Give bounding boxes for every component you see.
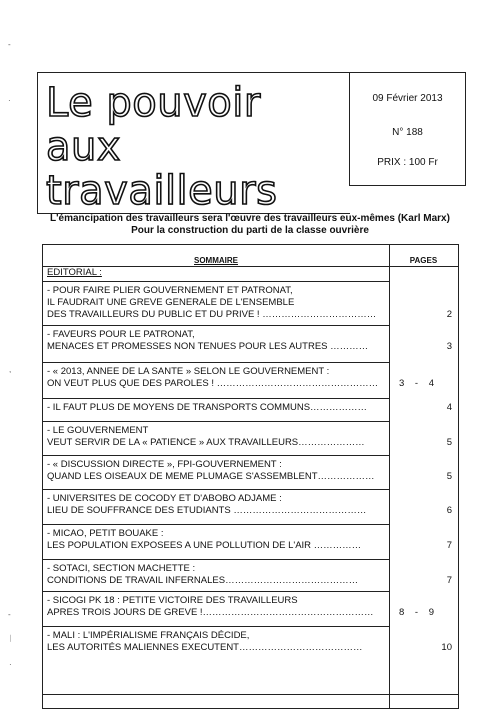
entry-title-line: - SOTACI, SECTION MACHETTE : [47,563,196,574]
entry-title-line: LES POPULATION EXPOSEES A UNE POLLUTION DE L'AIR …………… [47,540,362,551]
summary-heading: SOMMAIRE [194,256,238,265]
entry-rule [43,455,389,456]
toc-entry[interactable] [43,285,458,321]
toc-entry[interactable] [43,425,458,449]
pages-heading: PAGES [409,256,438,265]
entry-rule [43,325,389,326]
entry-page: 7 [446,540,452,551]
title-line-3: travailleurs [46,168,278,214]
entry-title-line: - « DISCUSSION DIRECTE », FPI-GOUVERNEMENT : [47,459,282,470]
page-to: 9 [428,607,435,618]
entry-title-line: - MALI : L'IMPÉRIALISME FRANÇAIS DÉCIDE, [47,630,250,641]
entry-title-line: CONDITIONS DE TRAVAIL INFERNALES…………………………………… [47,575,359,586]
page-from: 8 [399,607,405,618]
entry-page: 7 [446,575,452,586]
table-of-contents [42,244,459,709]
bottom-rule [43,694,458,695]
entry-title-line: VEUT SERVIR DE LA « PATIENCE » AUX TRAVAILLEURS………………… [47,437,365,448]
entry-page: 5 [446,471,452,482]
toc-entry[interactable] [43,402,458,414]
entry-title-line: - LE GOUVERNEMENT [47,425,149,436]
toc-entry[interactable] [43,563,458,587]
entry-rule [43,524,389,525]
toc-entry[interactable] [43,329,458,353]
entry-title-line: APRES TROIS JOURS DE GREVE !……………………………………………… [47,607,374,618]
header-rule [43,266,458,267]
entry-page: 3 [446,341,452,352]
issue-number: N° 188 [392,127,423,138]
tagline-mission: Pour la construction du parti de la classe ouvrière [131,225,369,236]
masthead [37,72,350,214]
issue-price: PRIX : 100 Fr [377,157,438,168]
entry-page: 5 [446,437,452,448]
title-line-1: Le pouvoir [46,80,261,126]
entry-title-line: IL FAUDRAIT UNE GREVE GENERALE DE L'ENSEMBLE [47,297,295,308]
entry-rule [43,626,389,627]
entry-title-line: LES AUTORITÉS MALIENNES EXECUTENT………………………………… [47,642,363,653]
entry-rule [43,489,389,490]
issue-info-box [349,72,466,186]
entry-page: 6 [446,505,452,516]
toc-entry[interactable] [43,366,458,390]
entry-title-line: MENACES ET PROMESSES NON TENUES POUR LES AUTRES ………… [47,341,369,352]
toc-entry[interactable] [43,595,458,619]
entry-title-line: - MICAO, PETIT BOUAKE : [47,528,164,539]
issue-date: 09 Février 2013 [372,93,443,104]
entry-title-line: LIEU DE SOUFFRANCE DES ETUDIANTS …………………………………… [47,505,367,516]
toc-entry[interactable] [43,459,458,483]
entry-title-line: - UNIVERSITES DE COCODY ET D'ABOBO ADJAME : [47,493,282,504]
entry-title-line: - FAVEURS POUR LE PATRONAT, [47,329,195,340]
entry-page-range: 8 - 9 [399,607,435,618]
entry-page: 2 [446,309,452,320]
page-from: 3 [399,378,405,389]
entry-page-range: 3 - 4 [399,378,435,389]
entry-title-line: ON VEUT PLUS QUE DES PAROLES ! …………………………………………… [47,378,379,389]
section-label: EDITORIAL : [47,267,102,278]
entry-title-line: - SICOGI PK 18 : PETITE VICTOIRE DES TRAVAILLEURS [47,595,298,606]
toc-entry[interactable] [43,493,458,517]
toc-entry[interactable] [43,630,458,654]
entry-rule [43,559,389,560]
entry-title-line: DES TRAVAILLEURS DU PUBLIC ET DU PRIVE ! ……………………………… [47,309,377,320]
entry-rule [43,398,389,399]
entry-title-line: - POUR FAIRE PLIER GOUVERNEMENT ET PATRONAT, [47,285,293,296]
toc-entry[interactable] [43,528,458,552]
entry-rule [43,281,389,282]
entry-rule [43,591,389,592]
entry-rule [43,362,389,363]
entry-rule [43,421,389,422]
entry-title-line: - « 2013, ANNEE DE LA SANTE » SELON LE GOUVERNEMENT : [47,366,330,377]
page-to: 4 [428,378,435,389]
title-line-2: aux [46,124,122,170]
entry-title-line: QUAND LES OISEAUX DE MEME PLUMAGE S'ASSEMBLENT……………… [47,471,375,482]
entry-page: 4 [446,402,452,413]
tagline-quote: L'émancipation des travailleurs sera l'œuvre des travailleurs eux-mêmes (Karl Marx) [50,213,450,224]
entry-title-line: - IL FAUT PLUS DE MOYENS DE TRANSPORTS COMMUNS……………… [47,402,368,413]
entry-page: 10 [441,642,452,653]
